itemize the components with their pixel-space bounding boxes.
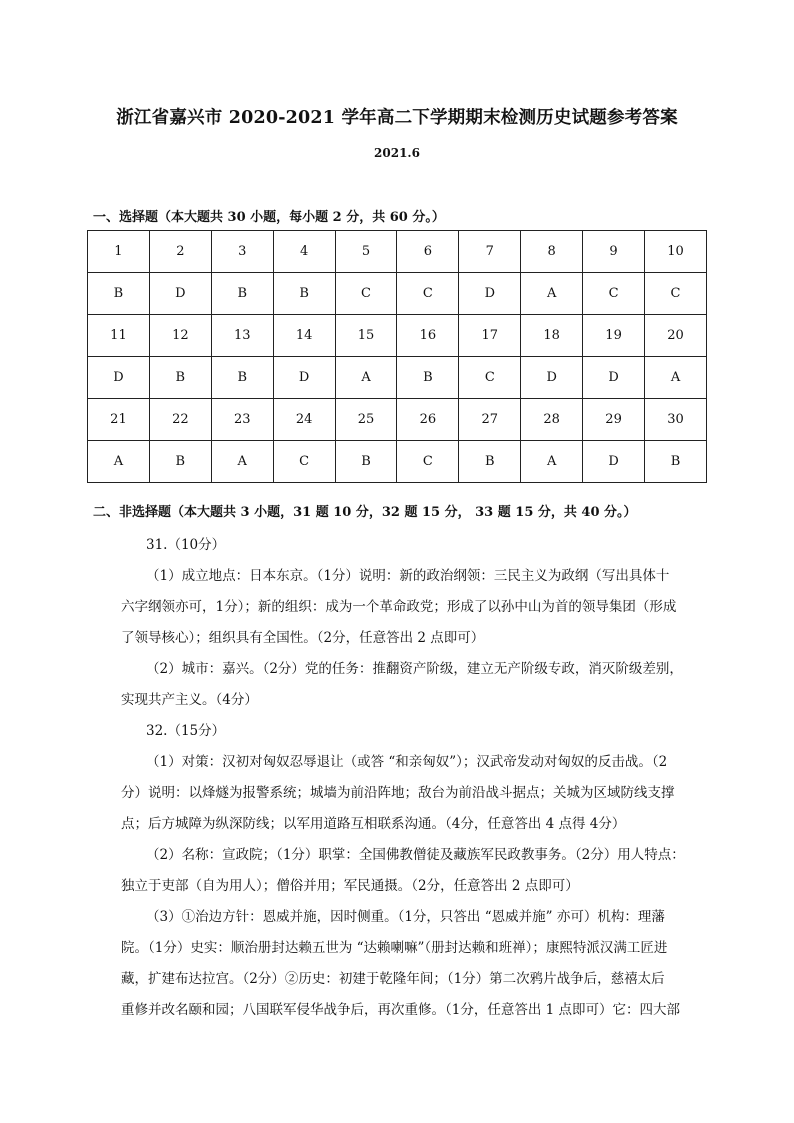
answer-line: 了领导核心）；组织具有全国性。（2分，任意答出 2 点即可）	[121, 630, 485, 646]
question-number-cell: 27	[459, 399, 521, 441]
answer-line: 32.（15分）	[146, 723, 226, 739]
answer-cell: C	[583, 273, 645, 315]
question-number-cell: 20	[645, 315, 707, 357]
answer-cell: A	[335, 357, 397, 399]
question-number-cell: 17	[459, 315, 521, 357]
question-number-cell: 18	[521, 315, 583, 357]
answer-cell: A	[521, 273, 583, 315]
answer-line: （3）①治边方针：恩威并施，因时侧重。（1分，只答出 “恩威并施” 亦可）机构：理藩	[146, 909, 665, 925]
answer-cell: A	[521, 441, 583, 483]
answer-row	[88, 357, 707, 399]
answer-cell: C	[397, 441, 459, 483]
answer-cell: A	[645, 357, 707, 399]
question-number-cell: 8	[521, 231, 583, 273]
answer-cell: D	[521, 357, 583, 399]
document-date: 2021.6	[374, 146, 420, 160]
question-number-cell: 16	[397, 315, 459, 357]
answer-cell: B	[397, 357, 459, 399]
answer-cell: A	[88, 441, 150, 483]
question-number-cell: 5	[335, 231, 397, 273]
answer-line: （1）对策：汉初对匈奴忍辱退让（或答 “和亲匈奴”）；汉武帝发动对匈奴的反击战。（2	[146, 754, 668, 770]
answer-line: 实现共产主义。（4分）	[121, 692, 258, 708]
answer-cell: C	[335, 273, 397, 315]
question-number-cell: 14	[273, 315, 335, 357]
answer-row	[88, 441, 707, 483]
question-number-row	[88, 231, 707, 273]
section1-heading: 一、选择题（本大题共 30 小题，每小题 2 分，共 60 分。）	[93, 210, 445, 225]
answer-line: 六字纲领亦可，1分）；新的组织：成为一个革命政党；形成了以孙中山为首的领导集团（形成	[121, 599, 677, 615]
answer-table	[87, 230, 707, 483]
answer-cell: D	[88, 357, 150, 399]
answer-cell: C	[273, 441, 335, 483]
question-number-cell: 13	[211, 315, 273, 357]
answer-cell: D	[273, 357, 335, 399]
question-number-cell: 25	[335, 399, 397, 441]
answer-line: 重修并改名颐和园；八国联军侵华战争后，再次重修。（1分，任意答出 1 点即可）它：四大部	[121, 1002, 681, 1018]
answer-line: 独立于吏部（自为用人）；僧俗并用；军民通摄。（2分，任意答出 2 点即可）	[121, 878, 579, 894]
answer-cell: A	[211, 441, 273, 483]
answer-line: 31.（10分）	[146, 537, 226, 553]
answer-cell: C	[645, 273, 707, 315]
question-number-cell: 2	[149, 231, 211, 273]
answer-line: （2）名称：宣政院；（1分）职掌：全国佛教僧徒及藏族军民政教事务。（2分）用人特点：	[146, 847, 685, 863]
question-number-cell: 21	[88, 399, 150, 441]
section2-heading: 二、非选择题（本大题共 3 小题，31 题 10 分，32 题 15 分， 33 题 15 分，共 40 分。）	[93, 505, 637, 520]
answer-line: （1）成立地点：日本东京。（1分）说明：新的政治纲领：三民主义为政纲（写出具体十	[146, 568, 670, 584]
question-number-cell: 11	[88, 315, 150, 357]
answer-row	[88, 273, 707, 315]
answer-cell: D	[583, 357, 645, 399]
answer-line: 藏，扩建布达拉宫。（2分）②历史：初建于乾隆年间；（1分）第二次鸦片战争后，慈禧太后	[121, 971, 665, 987]
answer-cell: D	[583, 441, 645, 483]
answer-cell: D	[459, 273, 521, 315]
page-title: 浙江省嘉兴市 2020-2021 学年高二下学期期末检测历史试题参考答案	[116, 108, 678, 128]
question-number-cell: 1	[88, 231, 150, 273]
question-number-cell: 4	[273, 231, 335, 273]
answer-line: 点；后方城障为纵深防线；以军用道路互相联系沟通。（4分，任意答出 4 点得 4分）	[121, 816, 626, 832]
answer-cell: C	[397, 273, 459, 315]
question-number-cell: 15	[335, 315, 397, 357]
question-number-cell: 7	[459, 231, 521, 273]
answer-cell: B	[211, 273, 273, 315]
answer-cell: B	[335, 441, 397, 483]
question-number-cell: 26	[397, 399, 459, 441]
answer-line: （2）城市：嘉兴。（2分）党的任务：推翻资产阶级，建立无产阶级专政，消灭阶级差别，	[146, 661, 683, 677]
answer-cell: C	[459, 357, 521, 399]
question-number-cell: 9	[583, 231, 645, 273]
question-number-cell: 30	[645, 399, 707, 441]
answer-line: 分）说明：以烽燧为报警系统；城墙为前沿阵地；敌台为前沿战斗据点；关城为区域防线支撑	[121, 785, 675, 801]
question-number-row	[88, 399, 707, 441]
question-number-cell: 19	[583, 315, 645, 357]
question-number-cell: 3	[211, 231, 273, 273]
answer-cell: B	[149, 441, 211, 483]
question-number-cell: 6	[397, 231, 459, 273]
question-number-cell: 22	[149, 399, 211, 441]
answer-cell: B	[645, 441, 707, 483]
answer-cell: B	[149, 357, 211, 399]
question-number-cell: 23	[211, 399, 273, 441]
answer-line: 院。（1分）史实：顺治册封达赖五世为 “达赖喇嘛”（册封达赖和班禅）；康熙特派汉满工匠进	[121, 940, 668, 956]
question-number-row	[88, 315, 707, 357]
answer-cell: B	[273, 273, 335, 315]
answer-cell: B	[459, 441, 521, 483]
question-number-cell: 28	[521, 399, 583, 441]
question-number-cell: 12	[149, 315, 211, 357]
answer-cell: B	[88, 273, 150, 315]
question-number-cell: 24	[273, 399, 335, 441]
answer-cell: D	[149, 273, 211, 315]
answer-cell: B	[211, 357, 273, 399]
question-number-cell: 10	[645, 231, 707, 273]
answer-explanations	[121, 530, 699, 1026]
question-number-cell: 29	[583, 399, 645, 441]
